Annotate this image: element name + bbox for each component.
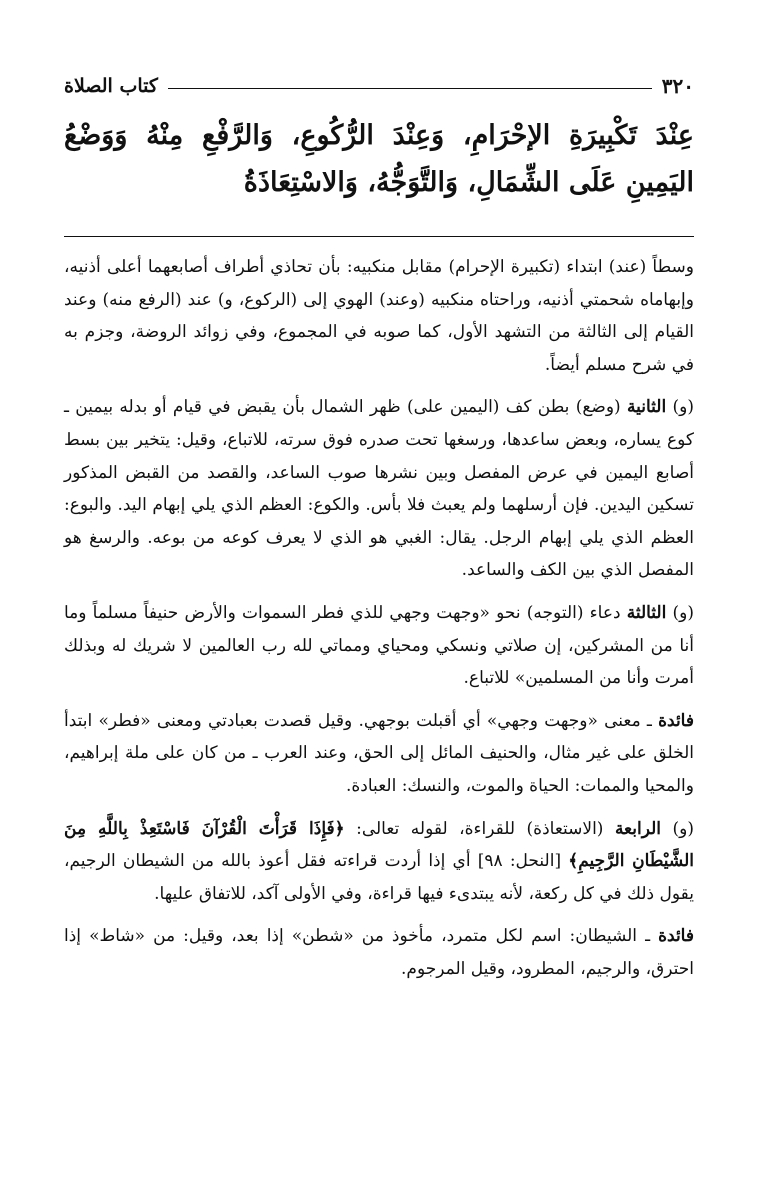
commentary-paragraph bbox=[64, 813, 694, 911]
paragraph-prefix: (و) bbox=[666, 602, 694, 623]
paragraph-prefix: (و) bbox=[666, 397, 694, 418]
paragraph-prefix: (و) bbox=[661, 818, 694, 839]
paragraph-text: [النحل: ٩٨] أي إذا أردت قراءته فقل أعوذ بالله من الشيطان الرجيم، يقول ذلك في كل ركعة، لأنه يبتدىء فيها قراءة، وفي الأولى آكد، للاتفاق عليها. bbox=[64, 851, 694, 904]
matn-text: عِنْدَ تَكْبِيرَةِ الإحْرَامِ، وَعِنْدَ الرُّكُوعِ، وَالرَّفْعِ مِنْهُ وَوَضْعُ اليَمِينِ عَلَى الشِّمَالِ، وَالتَّوَجُّهُ، وَالاسْتِعَاذَةُ bbox=[64, 120, 694, 198]
paragraph-text: دعاء (التوجه) نحو «وجهت وجهي للذي فطر السموات والأرض حنيفاً مسلماً وما أنا من المشركين، إن صلاتي ونسكي ومحياي ومماتي لله رب العالمين لا شريك له وبذلك أمرت وأنا من المسلمين» للاتباع. bbox=[64, 602, 694, 689]
paragraph-text: وسطاً (عند) ابتداء (تكبيرة الإحرام) مقابل منكبيه: بأن تحاذي أطراف أصابعهما أعلى أذنيه، وإبهاماه شحمتي أذنيه، وراحتاه منكبيه (وعند) الهوي إلى (الركوع، و) عند (الرفع منه) وعند القيام إلى الثالثة من التشهد الأول، كما صوبه في المجموع، وفي زوائد الروضة، وجزم به في شرح مسلم أيضاً. bbox=[64, 257, 694, 375]
paragraph-lead: الثالثة bbox=[626, 602, 667, 623]
benefit-note bbox=[64, 705, 694, 803]
paragraph-lead: الرابعة bbox=[614, 818, 661, 839]
quran-verse: ﴿فَإِذَا قَرَأْتَ الْقُرْآنَ فَاسْتَعِذْ بِاللَّهِ مِنَ الشَّيْطَانِ الرَّجِيمِ﴾ bbox=[64, 818, 694, 872]
commentary bbox=[64, 251, 694, 985]
commentary-paragraph bbox=[64, 391, 694, 587]
page-header bbox=[64, 70, 694, 102]
separator-line bbox=[64, 236, 694, 237]
paragraph-lead: الثانية bbox=[626, 397, 667, 418]
header-rule bbox=[168, 88, 652, 89]
page-number: ٣٢٠ bbox=[661, 74, 694, 98]
book-title: كتاب الصلاة bbox=[64, 75, 158, 97]
paragraph-text: (وضع) بطن كف (اليمين على) ظهر الشمال بأن يقبض في قيام أو بدله بيمين ـ كوع يساره، وبعض ساعدها، ورسغها تحت صدره فوق سرته، للاتباع، وقيل: يتخير بين بسط أصابع اليمين في عرض المفصل وبين نشرها صوب الساعد، والقصد من القبض المذكور تسكين اليدين. فإن أرسلهما ولم يعبث فلا بأس. والكوع: العظم الذي يلي إبهام اليد. والبوع: العظم الذي يلي إبهام الرجل. يقال: الغبي هو الذي لا يعرف كوعه من بوعه. والرسغ هو المفصل الذي بين الكف والساعد. bbox=[64, 397, 694, 581]
paragraph-lead: فائدة bbox=[658, 710, 694, 731]
commentary-paragraph bbox=[64, 597, 694, 695]
paragraph-text: ـ الشيطان: اسم لكل متمرد، مأخوذ من «شطن» إذا بعد، وقيل: من «شاط» إذا احترق، والرجيم، المطرود، وقيل المرجوم. bbox=[64, 926, 694, 979]
paragraph-text: ـ معنى «وجهت وجهي» أي أقبلت بوجهي. وقيل قصدت بعبادتي ومعنى «فطر» ابتدأ الخلق على غير مثال، والحنيف المائل إلى الحق، وعند العرب ـ من كان على ملة إبراهيم، والمحيا والممات: الحياة والموت، والنسك: العبادة. bbox=[64, 710, 694, 796]
paragraph-lead: فائدة bbox=[658, 926, 694, 947]
paragraph-text: (الاستعاذة) للقراءة، لقوله تعالى: bbox=[344, 818, 615, 839]
commentary-paragraph bbox=[64, 251, 694, 381]
benefit-note bbox=[64, 920, 694, 985]
book-page bbox=[64, 70, 694, 995]
